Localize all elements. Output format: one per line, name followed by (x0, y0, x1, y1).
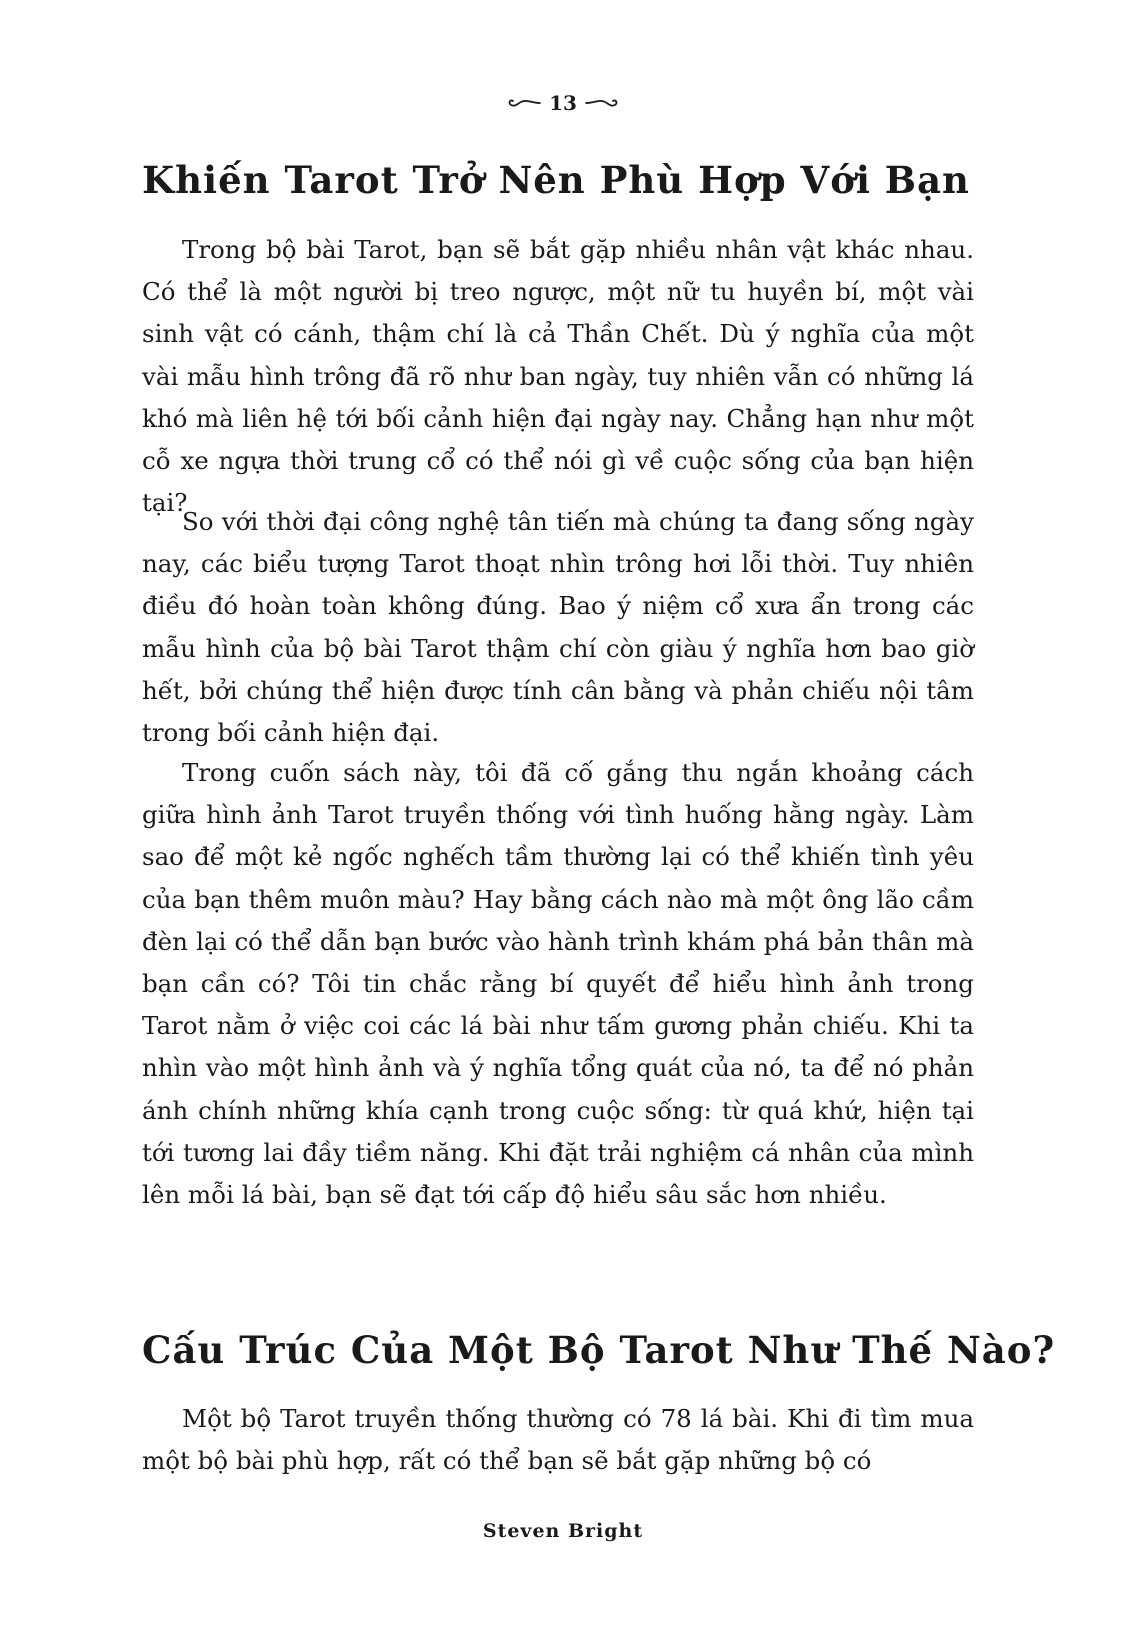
flourish-right-icon (585, 96, 619, 110)
page-number: 13 (549, 91, 577, 115)
body-paragraph: Trong cuốn sách này, tôi đã cố gắng thu ngắn khoảng cách giữa hình ảnh Tarot truyền thống với tình huống hằng ngày. Làm sao để một kẻ ngốc nghếch tầm thường lại có thể khiến tình yêu của bạn thêm muôn màu? Hay bằng cách nào mà một ông lão cầm đèn lại có thể dẫn bạn bước vào hành trình khám phá bản thân mà bạn cần có? Tôi tin chắc rằng bí quyết để hiểu hình ảnh trong Tarot nằm ở việc coi các lá bài như tấm gương phản chiếu. Khi ta nhìn vào một hình ảnh và ý nghĩa tổng quát của nó, ta để nó phản ánh chính những khía cạnh trong cuộc sống: từ quá khứ, hiện tại tới tương lai đầy tiềm năng. Khi đặt trải nghiệm cá nhân của mình lên mỗi lá bài, bạn sẽ đạt tới cấp độ hiểu sâu sắc hơn nhiều. (142, 758, 974, 1210)
body-paragraph: So với thời đại công nghệ tân tiến mà chúng ta đang sống ngày nay, các biểu tượng Tarot thoạt nhìn trông hơi lỗi thời. Tuy nhiên điều đó hoàn toàn không đúng. Bao ý niệm cổ xưa ẩn trong các mẫu hình của bộ bài Tarot thậm chí còn giàu ý nghĩa hơn bao giờ hết, bởi chúng thể hiện được tính cân bằng và phản chiếu nội tâm trong bối cảnh hiện đại. (142, 507, 974, 748)
footer-author: Steven Bright (482, 1520, 644, 1542)
section-heading: Khiến Tarot Trở Nên Phù Hợp Với Bạn (142, 158, 970, 202)
page-number-header (0, 88, 1126, 118)
section-heading: Cấu Trúc Của Một Bộ Tarot Như Thế Nào? (142, 1328, 1056, 1372)
body-paragraph: Một bộ Tarot truyền thống thường có 78 lá bài. Khi đi tìm mua một bộ bài phù hợp, rất có thể bạn sẽ bắt gặp những bộ có (142, 1404, 974, 1476)
flourish-left-icon (507, 96, 541, 110)
body-paragraph: Trong bộ bài Tarot, bạn sẽ bắt gặp nhiều nhân vật khác nhau. Có thể là một người bị treo ngược, một nữ tu huyền bí, một vài sinh vật có cánh, thậm chí là cả Thần Chết. Dù ý nghĩa của một vài mẫu hình trông đã rõ như ban ngày, tuy nhiên vẫn có những lá khó mà liên hệ tới bối cảnh hiện đại ngày nay. Chẳng hạn như một cỗ xe ngựa thời trung cổ có thể nói gì về cuộc sống của bạn hiện tại? (142, 235, 974, 518)
